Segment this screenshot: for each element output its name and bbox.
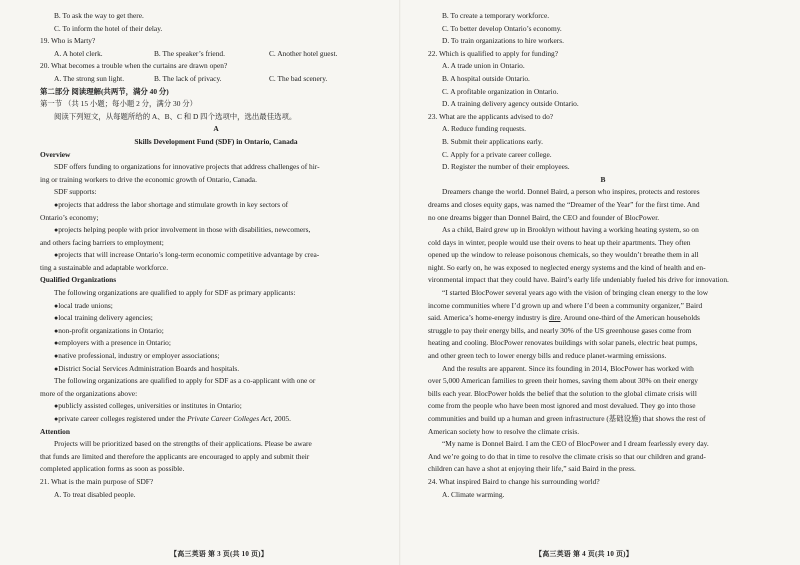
line-text: B. A hospital outside Ontario. (442, 73, 530, 83)
left-text-line (40, 300, 392, 313)
right-text-line (428, 438, 778, 451)
line-text: more of the organizations above: (40, 388, 138, 398)
left-text-line (40, 98, 392, 111)
answer-option: C. Another hotel guest. (269, 48, 338, 58)
left-text-line (40, 451, 392, 464)
answer-option: A. A hotel clerk. (54, 48, 103, 58)
right-text-line (428, 86, 778, 99)
left-text-line (40, 489, 392, 502)
line-text: 第二部分 阅读理解(共两节，满分 40 分) (40, 86, 169, 96)
line-text: dreams and closes equity gaps, was named the “Dreamer of the Year” for the first time. And (428, 199, 700, 209)
left-text-line (40, 186, 392, 199)
line-text: A. A trade union in Ontario. (442, 61, 525, 71)
underlined-word: dire (548, 313, 561, 323)
line-text: local trade unions; (58, 300, 113, 310)
line-text: children can have a shot at enjoying their life,” said Baird in the press. (428, 464, 636, 474)
left-text-line (40, 388, 392, 401)
line-text: C. To better develop Ontario’s economy. (442, 23, 562, 33)
left-text-line (40, 312, 392, 325)
line-text: As a child, Baird grew up in Brooklyn without having a working heating system, so on (442, 225, 699, 235)
line-text: cold days in winter, people would use their ovens to heat up their apartments. They often (428, 237, 691, 247)
left-text-line (40, 199, 392, 212)
left-text-line (40, 426, 392, 439)
left-text-line (40, 149, 392, 162)
line-text: C. A profitable organization in Ontario. (442, 86, 559, 96)
right-text-line (428, 111, 778, 124)
line-text: 23. What are the applicants advised to do? (428, 111, 554, 121)
right-text-line (428, 174, 778, 187)
line-text: Overview (40, 149, 71, 159)
line-text: projects that will increase Ontario’s long-term economic competitive advantage by crea- (58, 250, 320, 260)
right-text-line (428, 237, 778, 250)
line-text: native professional, industry or employer associations; (58, 351, 220, 361)
left-text-line (40, 86, 392, 99)
line-text: C. Apply for a private career college. (442, 149, 552, 159)
right-text-line (428, 262, 778, 275)
line-text: 20. What becomes a trouble when the curtains are drawn open? (40, 61, 228, 71)
left-text-line (40, 111, 392, 124)
right-text-line (428, 149, 778, 162)
line-text: “I started BlocPower several years ago with the vision of bringing clean energy to the low (442, 288, 709, 298)
line-text: no one dreams bigger than Donnel Baird, the CEO and founder of BlocPower. (428, 212, 660, 222)
right-page-footer: 【高三英语 第 4 页(共 10 页)】 (535, 550, 633, 558)
left-text-line (40, 23, 392, 36)
right-text-line (428, 224, 778, 237)
line-text: heating and cooling. BlocPower renovates buildings with solar panels, electric heat pumps, (428, 338, 698, 348)
line-text: And we’re going to do that in time to resolve the climate crisis so that our children and grand- (428, 451, 706, 461)
right-text-line (428, 312, 778, 325)
right-text-line (428, 212, 778, 225)
left-text-line (40, 438, 392, 451)
line-text: Qualified Organizations (40, 275, 117, 285)
right-text-line (428, 249, 778, 262)
line-text: bills each year. BlocPower holds the belief that the solution to the global climate crisis will (428, 388, 697, 398)
left-text-line (40, 10, 392, 23)
left-text-line (40, 73, 392, 86)
left-text-line (40, 350, 392, 363)
line-text: struggle to pay their energy bills, and nearly 30% of the US greenhouse gases come from (428, 325, 692, 335)
line-text: ting a sustainable and adaptable workforce. (40, 262, 169, 272)
line-text: said. America’s home-energy industry is (428, 313, 549, 323)
left-text-line (40, 400, 392, 413)
left-text-line (40, 413, 392, 426)
answer-option: A. The strong sun light. (54, 73, 125, 83)
line-text: Dreamers change the world. Donnel Baird, a person who inspires, protects and restores (442, 187, 700, 197)
right-text-line (428, 10, 778, 23)
right-text-line (428, 60, 778, 73)
left-text-line (40, 262, 392, 275)
answer-option: B. The speaker’s friend. (154, 48, 225, 58)
left-text-line (40, 60, 392, 73)
right-text-line (428, 48, 778, 61)
line-text: employers with a presence in Ontario; (58, 338, 171, 348)
line-text: that funds are limited and therefore the applicants are encouraged to apply and submit their (40, 451, 310, 461)
left-text-line (40, 249, 392, 262)
right-text-line (428, 426, 778, 439)
left-text-line (40, 363, 392, 376)
line-text: income communities where I’d grown up and where I’d been a community organizer,” Baird (428, 300, 703, 310)
right-text-line (428, 73, 778, 86)
line-text: B. Submit their applications early. (442, 136, 543, 146)
right-text-line (428, 35, 778, 48)
line-text: 22. Which is qualified to apply for funding? (428, 48, 558, 58)
left-text-line (40, 337, 392, 350)
line-text: non-profit organizations in Ontario; (58, 325, 164, 335)
right-text-line (428, 98, 778, 111)
line-text: B (600, 174, 606, 184)
line-text: C. To inform the hotel of their delay. (54, 23, 163, 33)
right-page (400, 0, 800, 565)
right-text-line (428, 476, 778, 489)
line-text: night. So early on, he was exposed to neglected energy systems and the kind of health and en- (428, 262, 706, 272)
line-text: D. A training delivery agency outside Ontario. (442, 99, 579, 109)
line-text-tail: . Around one-third of the American households (560, 313, 700, 323)
line-text: ing or training workers to drive the economic growth of Ontario, Canada. (40, 174, 257, 184)
right-text-line (428, 489, 778, 502)
line-text: District Social Services Administration Boards and hospitals. (58, 363, 240, 373)
line-text: projects helping people with prior involvement in those with disabilities, newcomers, (58, 225, 311, 235)
answer-option: C. The bad scenery. (269, 73, 328, 83)
line-text: A. Reduce funding requests. (442, 124, 526, 134)
left-text-line (40, 375, 392, 388)
line-text: 24. What inspired Baird to change his surrounding world? (428, 476, 600, 486)
italic-text: Private Career Colleges Act (187, 414, 271, 423)
line-text: B. To create a temporary workforce. (442, 11, 550, 20)
right-text-line (428, 161, 778, 174)
line-text: local training delivery agencies; (58, 313, 153, 323)
right-text-line (428, 199, 778, 212)
line-text: come from the people who have been most ignored and most devalued. They go into those (428, 401, 696, 411)
right-text-line (428, 400, 778, 413)
right-text-line (428, 186, 778, 199)
line-text: opened up the window to release poisonous chemicals, so they wouldn’t breathe them in all (428, 250, 699, 260)
right-text-line (428, 300, 778, 313)
line-text: private career colleges registered under the (58, 414, 188, 423)
line-text: “My name is Donnel Baird. I am the CEO of BlocPower and I dream fearlessly every day. (442, 439, 709, 449)
left-text-line (40, 476, 392, 489)
right-text-line (428, 287, 778, 300)
line-text: 第一节 （共 15 小题；每小题 2 分，满分 30 分） (40, 99, 198, 109)
line-text: A. To treat disabled people. (54, 489, 136, 499)
right-text-line (428, 136, 778, 149)
line-text: The following organizations are qualified to apply for SDF as a co-applicant with one or (54, 376, 316, 386)
line-text: The following organizations are qualified to apply for SDF as primary applicants: (54, 288, 296, 298)
left-text-line (40, 212, 392, 225)
line-text: Projects will be prioritized based on the strengths of their applications. Please be aware (54, 439, 312, 449)
right-text-line (428, 350, 778, 363)
right-text-line (428, 325, 778, 338)
line-text: and other green tech to lower energy bills and reduce planet-warming emissions. (428, 351, 667, 361)
left-text-line (40, 463, 392, 476)
right-text-line (428, 413, 778, 426)
right-text-line (428, 123, 778, 136)
right-text-line (428, 23, 778, 36)
right-text-line (428, 375, 778, 388)
line-text: 21. What is the main purpose of SDF? (40, 476, 154, 486)
line-text: B. To ask the way to get there. (54, 11, 144, 20)
right-text-line (428, 451, 778, 464)
line-text: D. Register the number of their employees. (442, 162, 570, 172)
left-text-line (40, 48, 392, 61)
line-text-tail: , 2005. (270, 414, 291, 423)
left-text-line (40, 161, 392, 174)
line-text: over 5,000 American families to green their homes, saving them about 30% on their energy (428, 376, 698, 386)
line-text: completed application forms as soon as possible. (40, 464, 185, 474)
right-text-line (428, 388, 778, 401)
line-text: publicly assisted colleges, universities or institutes in Ontario; (58, 401, 242, 411)
left-text-line (40, 274, 392, 287)
left-text-line (40, 174, 392, 187)
line-text: And the results are apparent. Since its founding in 2014, BlocPower has worked with (442, 363, 694, 373)
line-text: 19. Who is Marty? (40, 36, 96, 46)
answer-option: B. The lack of privacy. (154, 73, 222, 83)
line-text: communities and build up a human and green infrastructure (基础设施) that shows the rest of (428, 414, 706, 423)
left-text-line (40, 136, 392, 149)
line-text: A. Climate warming. (442, 489, 505, 499)
left-text-line (40, 224, 392, 237)
line-text: vironmental impact that they could have. Baird’s early life undeniably fueled his drive for innovation. (428, 275, 729, 285)
left-page-footer: 【高三英语 第 3 页(共 10 页)】 (170, 550, 268, 558)
line-text: 阅读下列短文，从每题所给的 A、B、C 和 D 四个选项中，选出最佳选项。 (54, 111, 297, 121)
line-text: projects that address the labor shortage and stimulate growth in key sectors of (58, 199, 289, 209)
line-text: SDF supports: (54, 187, 97, 197)
left-text-line (40, 325, 392, 338)
left-text-line (40, 287, 392, 300)
right-text-line (428, 274, 778, 287)
right-text-line (428, 463, 778, 476)
left-text-line (40, 123, 392, 136)
line-text: SDF offers funding to organizations for innovative projects that address challenges of hir- (54, 162, 320, 172)
line-text: Ontario’s economy; (40, 212, 99, 222)
left-page-text (40, 10, 392, 501)
line-text: D. To train organizations to hire workers. (442, 36, 564, 46)
right-page-text (428, 10, 778, 501)
line-text: Skills Development Fund (SDF) in Ontario, Canada (134, 136, 298, 146)
right-text-line (428, 337, 778, 350)
line-text: Attention (40, 426, 70, 436)
left-text-line (40, 237, 392, 250)
right-text-line (428, 363, 778, 376)
line-text: A (213, 124, 219, 134)
line-text: American society how to resolve the climate crisis. (428, 426, 580, 436)
left-text-line (40, 35, 392, 48)
line-text: and others facing barriers to employment; (40, 237, 164, 247)
